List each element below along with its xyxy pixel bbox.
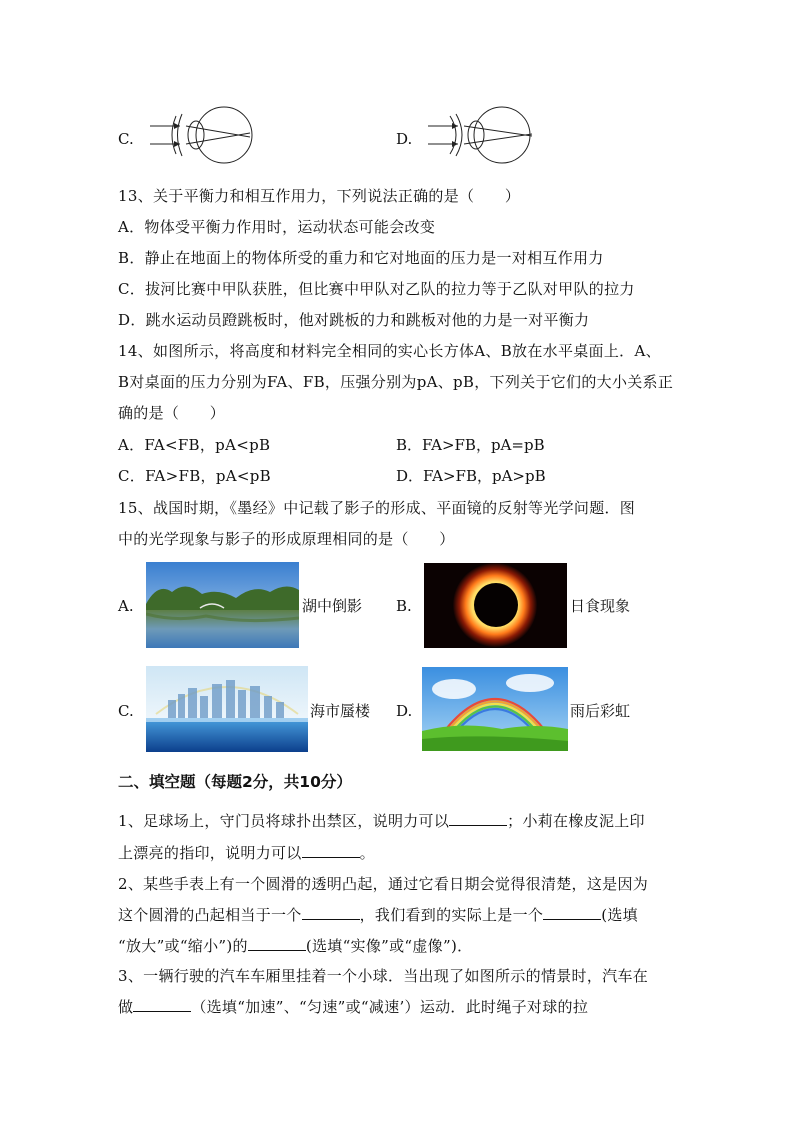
fill3-line2 — [118, 997, 588, 1017]
q15-stem-line1: 15、战国时期，《墨经》中记载了影子的形成、平面镜的反射等光学问题．图 — [118, 499, 636, 517]
answer-blank — [248, 936, 306, 951]
q15-option-c-caption: 海市蜃楼 — [310, 702, 371, 720]
answer-blank — [449, 811, 507, 826]
q13-option-d: D．跳水运动员蹬跳板时，他对跳板的力和跳板对他的力是一对平衡力 — [118, 311, 590, 329]
rainbow-image — [422, 667, 568, 751]
mirage-image — [146, 666, 308, 752]
q15-stem-line2: 中的光学现象与影子的形成原理相同的是（ ） — [118, 530, 455, 548]
q15-option-b-caption: 日食现象 — [570, 597, 631, 615]
q13-option-c: C．拔河比赛中甲队获胜，但比赛中甲队对乙队的拉力等于乙队对甲队的拉力 — [118, 280, 635, 298]
q13-option-a: A．物体受平衡力作用时，运动状态可能会改变 — [118, 218, 436, 236]
eye-diagram-c — [146, 104, 258, 166]
fill2-line2 — [118, 905, 638, 925]
q15-option-a-caption: 湖中倒影 — [302, 597, 363, 615]
fill1-text-b: ；小莉在橡皮泥上印 — [507, 812, 645, 830]
q14-stem-line1: 14、如图所示，将高度和材料完全相同的实心长方体A、B放在水平桌面上．A、 — [118, 342, 661, 360]
fill1-line1 — [118, 811, 645, 831]
answer-blank — [302, 843, 360, 858]
q14-option-a: A．FA<FB，pA<pB — [118, 436, 271, 454]
answer-blank — [302, 905, 360, 920]
q15-option-a-label: A. — [118, 597, 134, 615]
fill1-text-d: 。 — [359, 844, 375, 862]
fill2-text-a: 这个圆滑的凸起相当于一个 — [118, 906, 302, 924]
answer-blank — [543, 905, 601, 920]
lake-reflection-image — [146, 562, 299, 648]
fill2-line1: 2、某些手表上有一个圆滑的透明凸起，通过它看日期会觉得很清楚，这是因为 — [118, 875, 649, 893]
solar-eclipse-image — [424, 563, 567, 648]
eye-diagram-d — [424, 104, 536, 166]
section-title: 二、填空题（每题2分，共10分） — [118, 773, 352, 791]
fill1-text-c: 上漂亮的指印，说明力可以 — [118, 844, 302, 862]
q13-stem: 13、关于平衡力和相互作用力，下列说法正确的是（ ） — [118, 187, 521, 205]
q14-stem-line2: B对桌面的压力分别为FA、FB，压强分别为pA、pB，下列关于它们的大小关系正 — [118, 373, 674, 391]
q15-option-d-caption: 雨后彩虹 — [570, 702, 631, 720]
q13-option-b: B．静止在地面上的物体所受的重力和它对地面的压力是一对相互作用力 — [118, 249, 604, 267]
fill2-text-e: (选填“实像”或“虚像”)． — [305, 937, 473, 955]
fill2-line3 — [118, 936, 472, 956]
fill2-text-b: ，我们看到的实际上是一个 — [359, 906, 544, 924]
q14-stem-line3: 确的是（ ） — [118, 404, 226, 422]
fill2-text-d: “放大”或“缩小”)的 — [118, 937, 248, 955]
fill2-text-c: (选填 — [601, 906, 638, 924]
q15-option-d-label: D. — [396, 702, 413, 720]
option-c-label: C. — [118, 130, 134, 148]
q14-option-b: B．FA>FB，pA=pB — [396, 436, 545, 454]
fill1-line2 — [118, 843, 375, 863]
q15-option-c-label: C. — [118, 702, 134, 720]
q15-option-b-label: B. — [396, 597, 412, 615]
option-d-label: D. — [396, 130, 413, 148]
q14-option-c: C．FA>FB，pA<pB — [118, 467, 271, 485]
fill1-text-a: 1、足球场上，守门员将球扑出禁区，说明力可以 — [118, 812, 450, 830]
fill3-line1: 3、一辆行驶的汽车车厢里挂着一个小球．当出现了如图所示的情景时，汽车在 — [118, 967, 649, 985]
fill3-text-a: 做 — [118, 998, 134, 1016]
q14-option-d: D．FA>FB，pA>pB — [396, 467, 546, 485]
answer-blank — [133, 997, 191, 1012]
fill3-text-b: （选填“加速”、“匀速”或“减速’）运动．此时绳子对球的拉 — [191, 998, 589, 1016]
